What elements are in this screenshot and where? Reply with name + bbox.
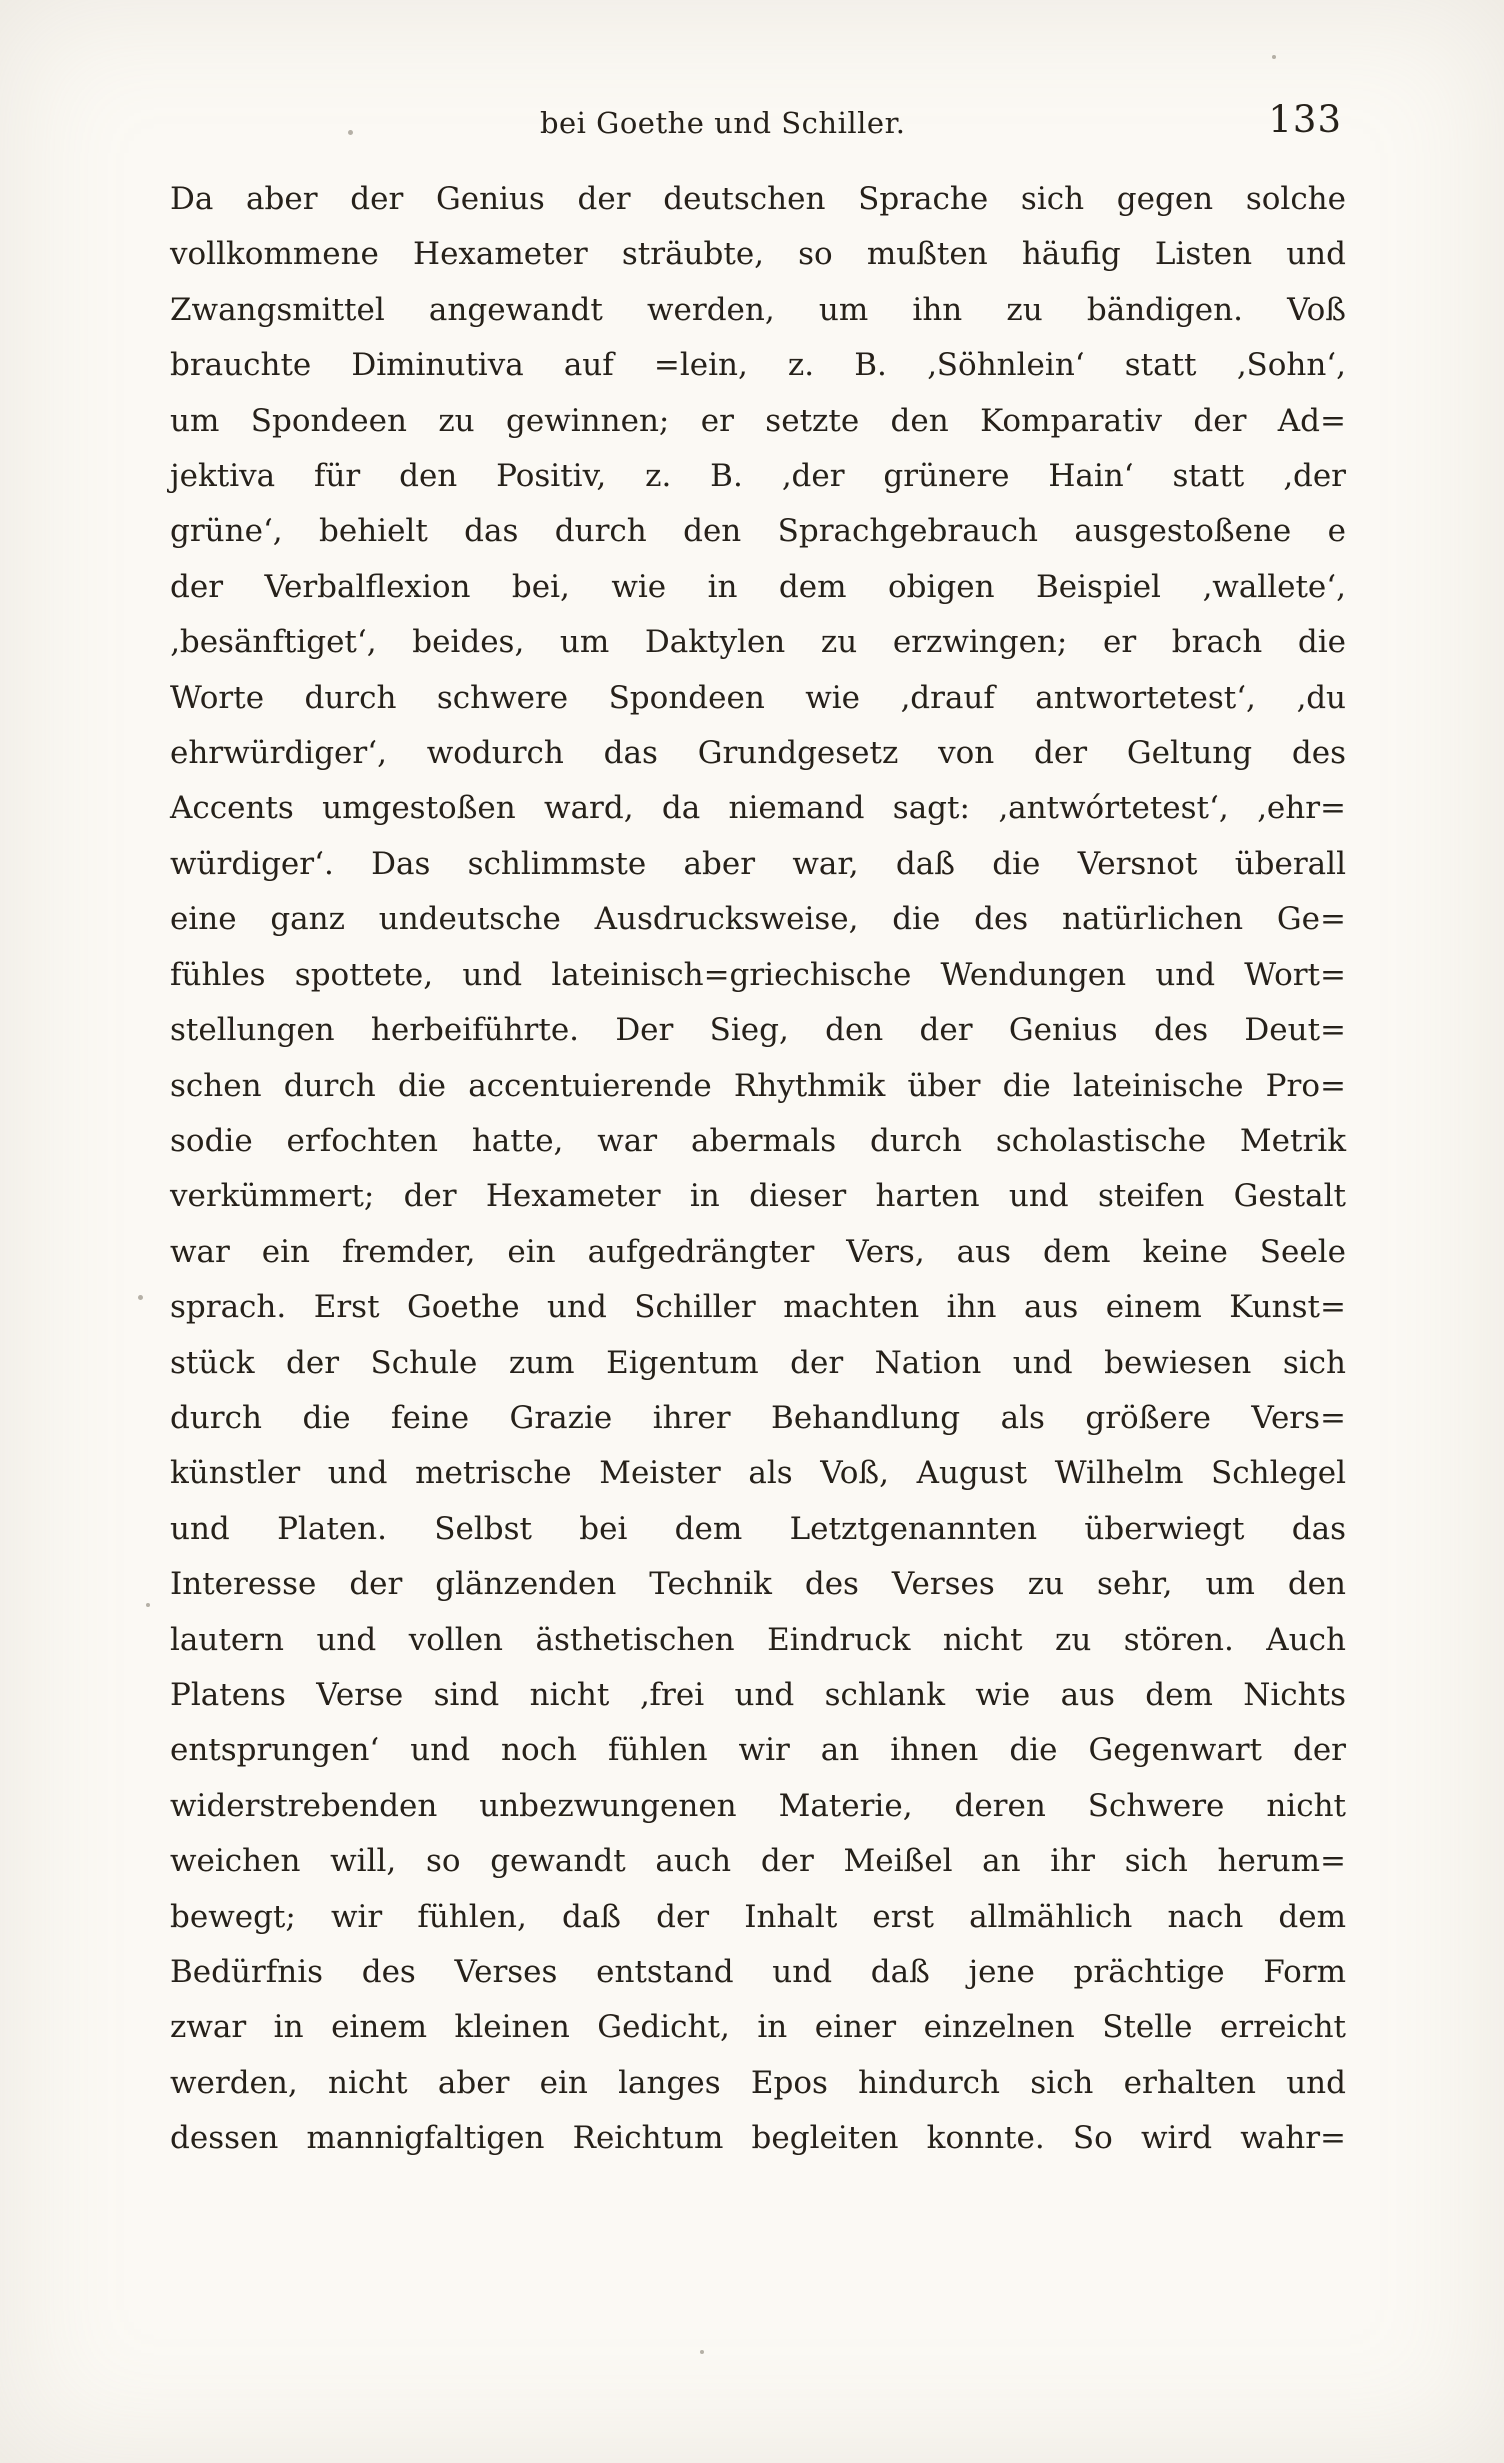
- text-line: der Verbalflexion bei, wie in dem obigen Beispiel ‚wallete‘,: [170, 568, 1346, 605]
- page-header: [170, 98, 1346, 150]
- text-line: Zwangsmittel angewandt werden, um ihn zu bändigen. Voß: [170, 291, 1346, 328]
- text-line: ehrwürdiger‘, wodurch das Grundgesetz von der Geltung des: [170, 735, 1346, 772]
- scan-speck: [146, 1603, 150, 1607]
- text-line: war ein fremder, ein aufgedrängter Vers, aus dem keine Seele: [170, 1233, 1346, 1270]
- scan-speck: [138, 1295, 143, 1300]
- text-line: vollkommene Hexameter sträubte, so mußten häufig Listen und: [170, 236, 1346, 273]
- text-line: schen durch die accentuierende Rhythmik über die lateinische Pro=: [170, 1067, 1346, 1104]
- text-line: um Spondeen zu gewinnen; er setzte den Komparativ der Ad=: [170, 402, 1346, 439]
- text-line: werden, nicht aber ein langes Epos hindurch sich erhalten und: [170, 2064, 1346, 2101]
- text-line: künstler und metrische Meister als Voß, August Wilhelm Schlegel: [170, 1455, 1346, 1492]
- text-line: Bedürfnis des Verses entstand und daß jene prächtige Form: [170, 1954, 1346, 1990]
- text-line: lautern und vollen ästhetischen Eindruck nicht zu stören. Auch: [170, 1621, 1346, 1658]
- running-header-title: bei Goethe und Schiller.: [539, 106, 906, 140]
- text-line: Platens Verse sind nicht ‚frei und schlank wie aus dem Nichts: [170, 1676, 1346, 1713]
- text-line: eine ganz undeutsche Ausdrucksweise, die des natürlichen Ge=: [170, 901, 1346, 938]
- text-line: verkümmert; der Hexameter in dieser harten und steifen Gestalt: [170, 1178, 1346, 1215]
- text-line: fühles spottete, und lateinisch=griechische Wendungen und Wort=: [170, 956, 1346, 993]
- text-line: durch die feine Grazie ihrer Behandlung als größere Vers=: [170, 1399, 1346, 1436]
- text-line: dessen mannigfaltigen Reichtum begleiten konnte. So wird wahr=: [170, 2120, 1346, 2157]
- text-line: zwar in einem kleinen Gedicht, in einer einzelnen Stelle erreicht: [170, 2009, 1346, 2046]
- text-line: brauchte Diminutiva auf =lein, z. B. ‚Söhnlein‘ statt ‚Sohn‘,: [170, 347, 1346, 384]
- text-line: sprach. Erst Goethe und Schiller machten ihn aus einem Kunst=: [170, 1289, 1346, 1326]
- text-line: und Platen. Selbst bei dem Letztgenannten überwiegt das: [170, 1510, 1346, 1547]
- text-line: entsprungen‘ und noch fühlen wir an ihnen die Gegenwart der: [170, 1732, 1346, 1769]
- text-line: stück der Schule zum Eigentum der Nation und bewiesen sich: [170, 1344, 1346, 1381]
- text-line: Worte durch schwere Spondeen wie ‚drauf antwortetest‘, ‚du: [170, 679, 1346, 716]
- text-line: ‚besänftiget‘, beides, um Daktylen zu erzwingen; er brach die: [170, 624, 1346, 661]
- page-body: [170, 172, 1346, 2167]
- scan-speck: [1272, 55, 1276, 59]
- text-line: würdiger‘. Das schlimmste aber war, daß die Versnot überall: [170, 845, 1346, 882]
- text-line: weichen will, so gewandt auch der Meißel an ihr sich herum=: [170, 1843, 1346, 1880]
- scan-speck: [700, 2350, 704, 2354]
- text-line: Interesse der glänzenden Technik des Verses zu sehr, um den: [170, 1566, 1346, 1603]
- text-line: Da aber der Genius der deutschen Sprache sich gegen solche: [170, 181, 1346, 217]
- text-line: bewegt; wir fühlen, daß der Inhalt erst allmählich nach dem: [170, 1898, 1346, 1935]
- text-line: widerstrebenden unbezwungenen Materie, deren Schwere nicht: [170, 1787, 1346, 1824]
- text-line: stellungen herbeiführte. Der Sieg, den der Genius des Deut=: [170, 1012, 1346, 1049]
- text-column: [170, 98, 1346, 2167]
- text-line: sodie erfochten hatte, war abermals durch scholastische Metrik: [170, 1122, 1346, 1159]
- text-line: grüne‘, behielt das durch den Sprachgebrauch ausgestoßene e: [170, 513, 1346, 550]
- text-line: Accents umgestoßen ward, da niemand sagt: ‚antwórtetest‘, ‚ehr=: [170, 790, 1346, 827]
- text-line: jektiva für den Positiv, z. B. ‚der grünere Hain‘ statt ‚der: [170, 458, 1346, 495]
- page-number: 133: [1268, 98, 1342, 141]
